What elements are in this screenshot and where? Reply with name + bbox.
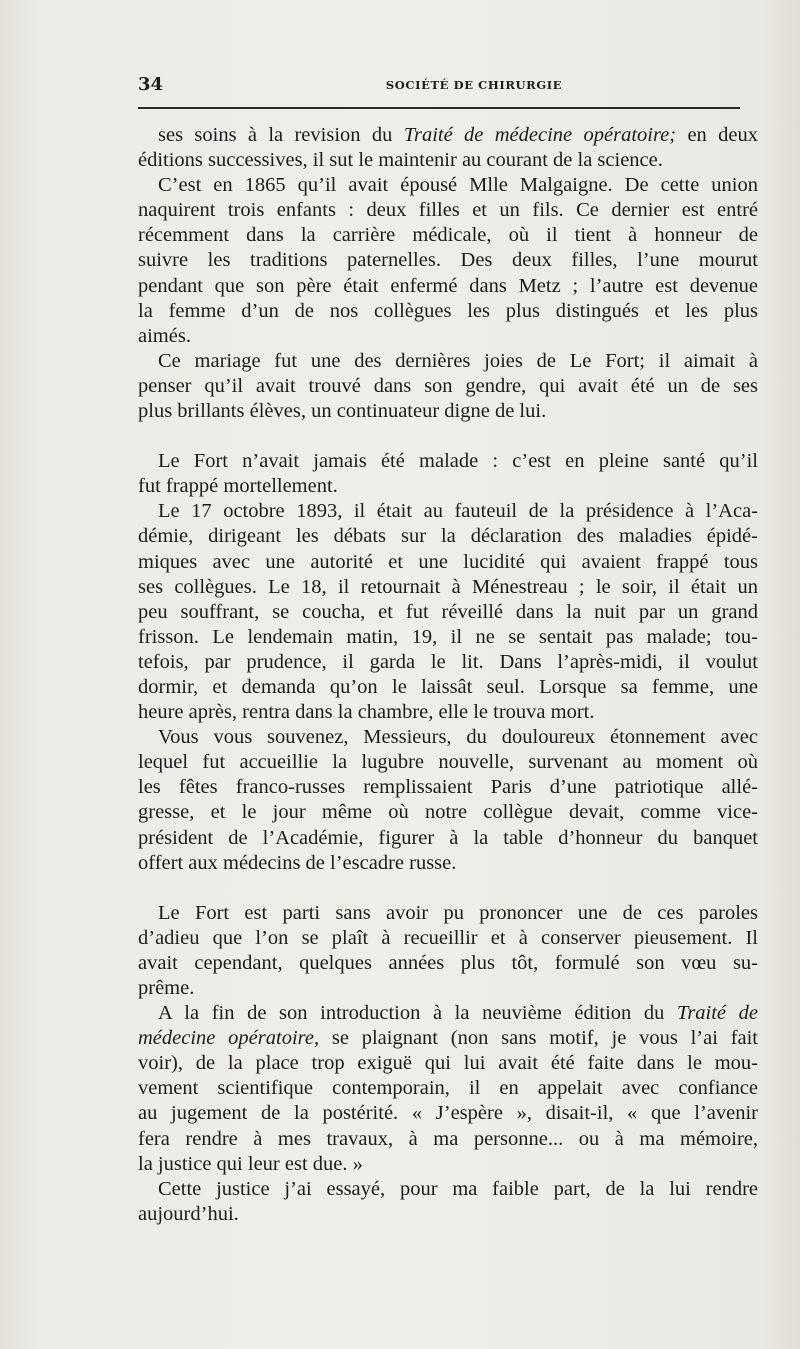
text-run: démie, dirigeant les débats sur la déclaration des maladies épidé- [138, 525, 758, 548]
text-line [138, 600, 758, 625]
text-run: peu souffrant, se coucha, et fut réveillé dans la nuit par un grand [138, 600, 758, 623]
text-line [138, 499, 758, 524]
italic-text: Traité de [677, 1002, 758, 1025]
text-run: pendant que son père était enfermé dans Metz ; l’autre est devenue [138, 274, 758, 297]
text-run: heure après, rentra dans la chambre, elle le trouva mort. [138, 701, 595, 724]
text-line [138, 324, 758, 349]
text-line [138, 1177, 758, 1202]
text-line [138, 675, 758, 700]
text-line [138, 1127, 758, 1152]
text-run: d’adieu que l’on se plaît à recueillir et à conserver pieusement. Il [138, 926, 758, 949]
text-line [138, 800, 758, 825]
text-line [138, 901, 758, 926]
text-run: offert aux médecins de l’escadre russe. [138, 851, 457, 874]
paragraph [138, 349, 758, 424]
text-run: plus brillants élèves, un continuateur digne de lui. [138, 400, 547, 423]
text-line [138, 349, 758, 374]
text-run: Le Fort n’avait jamais été malade : c’est en pleine santé qu’il [158, 450, 758, 473]
text-line [138, 951, 758, 976]
paragraph [138, 1177, 758, 1227]
text-line [138, 123, 758, 148]
paragraph [138, 725, 758, 876]
text-line [138, 775, 758, 800]
text-line [138, 223, 758, 248]
text-line [138, 575, 758, 600]
text-run: frisson. Le lendemain matin, 19, il ne se sentait pas malade; tou- [138, 625, 758, 648]
text-run: se plaignant (non sans motif, je vous l’ai fait [319, 1027, 759, 1050]
text-run: suivre les traditions paternelles. Des deux filles, l’une mourut [138, 249, 758, 272]
text-line [138, 976, 758, 1001]
text-line [138, 474, 758, 499]
italic-text: médecine opératoire, [138, 1027, 320, 1050]
text-run: naquirent trois enfants : deux filles et un fils. Ce dernier est entré [138, 199, 758, 222]
text-line [138, 926, 758, 951]
text-run: la femme d’un de nos collègues les plus distingués et les plus [138, 299, 758, 322]
text-line [138, 700, 758, 725]
text-run: ses soins à la revision du [158, 124, 404, 146]
text-run: vement scientifique contemporain, il en appelait avec confiance [138, 1077, 758, 1100]
text-run: gresse, et le jour même où notre collègue devait, comme vice- [138, 801, 758, 824]
text-line [138, 299, 758, 324]
text-run: miques avec une autorité et une lucidité qui avaient frappé tous [138, 550, 758, 573]
text-line [138, 650, 758, 675]
text-run: lequel fut accueillie la lugubre nouvelle, survenant au moment où [138, 751, 758, 774]
text-line [138, 148, 758, 173]
text-run: président de l’Académie, figurer à la table d’honneur du banquet [138, 826, 758, 849]
text-line [138, 1152, 758, 1177]
italic-text: Traité de médecine opératoire; [403, 124, 677, 146]
text-run: récemment dans la carrière médicale, où il tient à honneur de [138, 224, 758, 247]
paragraph [138, 449, 758, 499]
text-run: tefois, par prudence, il garda le lit. Dans l’après-midi, il voulut [138, 650, 758, 673]
text-line [138, 1202, 758, 1227]
text-line [138, 1076, 758, 1101]
text-run: en deux [676, 124, 758, 146]
text-line [138, 625, 758, 650]
text-line [138, 173, 758, 198]
text-run: éditions successives, il sut le maintenir au courant de la science. [138, 149, 663, 172]
paragraph [138, 499, 758, 725]
text-run: ses collègues. Le 18, il retournait à Ménestreau ; le soir, il était un [138, 575, 758, 598]
running-head: SOCIÉTÉ DE CHIRURGIE [385, 78, 563, 92]
text-run: fera rendre à mes travaux, à ma personne... ou à ma mémoire, [138, 1127, 758, 1150]
text-run: Le Fort est parti sans avoir pu prononcer une de ces paroles [158, 901, 758, 924]
text-line [138, 198, 758, 223]
text-run: C’est en 1865 qu’il avait épousé Mlle Malgaigne. De cette union [158, 174, 758, 197]
text-line [138, 725, 758, 750]
text-run: A la fin de son introduction à la neuvième édition du [158, 1002, 678, 1025]
text-line [138, 1026, 758, 1051]
text-run: avait cependant, quelques années plus tôt, formulé son vœu su- [138, 951, 758, 974]
paragraph [138, 901, 758, 1001]
text-run: prême. [138, 977, 195, 999]
text-run: penser qu’il avait trouvé dans son gendre, qui avait été un de ses [138, 374, 758, 397]
text-run: Cette justice j’ai essayé, pour ma faible part, de la lui rendre [158, 1177, 758, 1200]
text-run: Le 17 octobre 1893, il était au fauteuil de la présidence à l’Aca- [158, 500, 758, 523]
text-run: voir), de la place trop exiguë qui lui avait été faite dans le mou- [138, 1052, 758, 1075]
text-run: dormir, et demanda qu’on le laissât seul. Lorsque sa femme, une [138, 675, 758, 698]
text-line [138, 1001, 758, 1026]
paragraph [138, 123, 758, 173]
page-header [138, 73, 740, 97]
text-line [138, 1101, 758, 1126]
text-line [138, 550, 758, 575]
page-number: 34 [138, 74, 164, 95]
paragraph [138, 173, 758, 349]
text-line [138, 524, 758, 549]
header-rule [138, 107, 740, 109]
text-run: Ce mariage fut une des dernières joies de Le Fort; il aimait à [158, 349, 758, 372]
text-line [138, 851, 758, 876]
text-run: Vous vous souvenez, Messieurs, du douloureux étonnement avec [158, 726, 758, 749]
text-line [138, 374, 758, 399]
text-run: fut frappé mortellement. [138, 475, 338, 498]
body-text [138, 123, 758, 1227]
text-run: au jugement de la postérité. « J’espère », disait-il, « que l’avenir [138, 1102, 758, 1125]
text-run: aujourd’hui. [138, 1202, 239, 1225]
paragraph [138, 1001, 758, 1177]
text-run: la justice qui leur est due. » [138, 1152, 363, 1175]
text-line [138, 826, 758, 851]
text-line [138, 1051, 758, 1076]
text-line [138, 449, 758, 474]
text-line [138, 274, 758, 299]
text-line [138, 248, 758, 273]
text-line [138, 399, 758, 424]
text-run: les fêtes franco-russes remplissaient Paris d’une patriotique allé- [138, 776, 758, 799]
text-run: aimés. [138, 324, 191, 347]
text-line [138, 750, 758, 775]
